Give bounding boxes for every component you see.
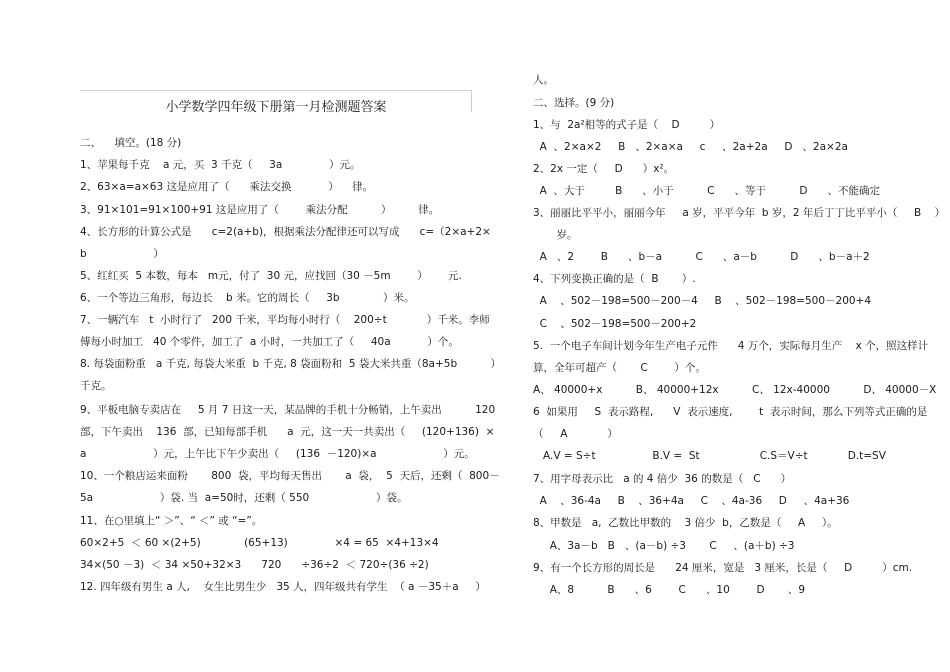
choice-question-line: A 、36-4a B 、36+4a C 、4a-36 D 、4a+36 [533, 495, 850, 507]
choice-question-line: 二、选择。(9 分) [533, 97, 615, 109]
choice-question-line: 人。 [533, 74, 554, 86]
fill-in-question-line: 4、长方形的计算公式是 c=2(a+b)，根据乘法分配律还可以写成 c=（2×a+2× [80, 226, 491, 238]
choice-question-line: 1、与 2a²相等的式子是（ D ） [533, 119, 721, 131]
choice-question-line: 6 如果用 S 表示路程, V 表示速度, t 表示时间，那么下列等式正确的是 [533, 406, 928, 418]
fill-in-question-line: 7、一辆汽车 t 小时行了 200 千米，平均每小时行（ 200÷t ）千米。李师 [80, 314, 490, 326]
choice-question-line: A 、大于 B 、小于 C 、等于 D 、不能确定 [533, 185, 881, 197]
fill-in-question-line: 12. 四年级有男生 a 人, 女生比男生少 35 人，四年级共有学生 （ a －35＋a ） [80, 581, 486, 593]
choice-question-line: 7、用字母表示比 a 的 4 倍少 36 的数是（ C ） [533, 473, 792, 485]
choice-question-line: 3、丽丽比平平小，丽丽今年 a 岁，平平今年 b 岁，2 年后丁丁比平平小（ B ） [533, 207, 946, 219]
fill-in-question-line: 11、在○里填上“ ＞”、“ ＜” 或 “=”。 [80, 515, 263, 527]
choice-question-line: A.V = S÷t B.V = St C.S＝V÷t D.t=SV [533, 450, 886, 462]
fill-in-question-line: 5、红红买 5 本数，每本 m元，付了 30 元，应找回（30 －5m ） 元. [80, 270, 462, 282]
choice-question-line: 9、有一个长方形的周长是 24 厘米，宽是 3 厘米，长是（ D ）cm. [533, 562, 913, 574]
choice-question-line: C 、502－198=500－200+2 [533, 318, 697, 330]
fill-in-question-line: 部，下午卖出 136 部，已知每部手机 a 元，这一天一共卖出（ (120+136) × [80, 426, 495, 438]
fill-in-question-line: a ）元，上午比下午少卖出（ (136 －120)×a ）元。 [80, 448, 475, 460]
fill-in-question-line: 10、一个粮店运来面粉 800 袋，平均每天售出 a 袋， 5 天后，还剩（ 800－ [80, 470, 500, 482]
choice-question-line: A 、2×a×2 B 、2×a×a c 、2a+2a D 、2a×2a [533, 141, 848, 153]
choice-question-line: A 、2 B 、b－a C 、a－b D 、b－a＋2 [533, 251, 870, 263]
choice-question-line: 岁。 [533, 229, 578, 241]
choice-question-line: A、 40000+x B、 40000+12x C、 12x-40000 D、 40000－X [533, 384, 937, 396]
choice-question-line: 2、2x 一定（ D ）x²。 [533, 163, 675, 175]
choice-question-line: A 、502－198=500－200－4 B 、502－198=500－200+4 [533, 295, 872, 307]
choice-question-line: A、3a－b B 、(a－b) ÷3 C 、(a＋b) ÷3 [533, 540, 795, 552]
fill-in-question-line: 8. 每袋面粉重 a 千克, 每袋大米重 b 千克, 8 袋面粉和 5 袋大米共重（8a+5b ） [80, 358, 502, 370]
fill-in-question-line: 傅每小时加工 40 个零件，加工了 a 小时，一共加工了（ 40a ）个。 [80, 336, 459, 348]
choice-question-line: 5. 一个电子车间计划今年生产电子元件 4 万个，实际每月生产 x 个，照这样计 [533, 340, 929, 352]
choice-question-line: 4、下列变换正确的是（ B ）. [533, 273, 696, 285]
choice-question-line: （ A ） [533, 428, 618, 440]
fill-in-question-line: 2、63×a=a×63 这是应用了（ 乘法交换 ） 律。 [80, 181, 374, 193]
choice-question-line: 算，全年可超产（ C ）个。 [533, 362, 706, 374]
fill-in-question-line: 1、苹果每千克 a 元，买 3 千克（ 3a ）元。 [80, 159, 361, 171]
page-title: 小学数学四年级下册第一月检测题答案 [165, 100, 387, 115]
fill-in-question-line: 千克。 [80, 380, 112, 392]
fill-in-question-line: 9、平板电脑专卖店在 5 月 7 日这一天，某品牌的手机十分畅销，上午卖出 120 [80, 404, 496, 416]
fill-in-question-line: 34×(50 －3) ＜ 34 ×50+32×3 720 ÷36÷2 ＜ 720÷(36 ÷2) [80, 559, 429, 571]
fill-in-question-line: 二、 填空。(18 分) [80, 137, 182, 149]
choice-question-line: A、8 B 、6 C 、10 D 、9 [533, 584, 806, 596]
header-rule [80, 90, 472, 91]
fill-in-question-line: b ） [80, 248, 164, 260]
fill-in-question-line: 3、91×101=91×100+91 这是应用了（ 乘法分配 ） 律。 [80, 204, 440, 216]
fill-in-question-line: 60×2+5 ＜ 60 ×(2+5) (65+13) ×4 = 65 ×4+13×4 [80, 537, 439, 549]
fill-in-question-line: 5a ）袋. 当 a=50时，还剩（ 550 ）袋。 [80, 492, 408, 504]
choice-question-line: 8、甲数是 a, 乙数比甲数的 3 倍少 b，乙数是（ A ）。 [533, 517, 838, 529]
fill-in-question-line: 6、一个等边三角形，每边长 b 米。它的周长（ 3b ）米。 [80, 292, 415, 304]
